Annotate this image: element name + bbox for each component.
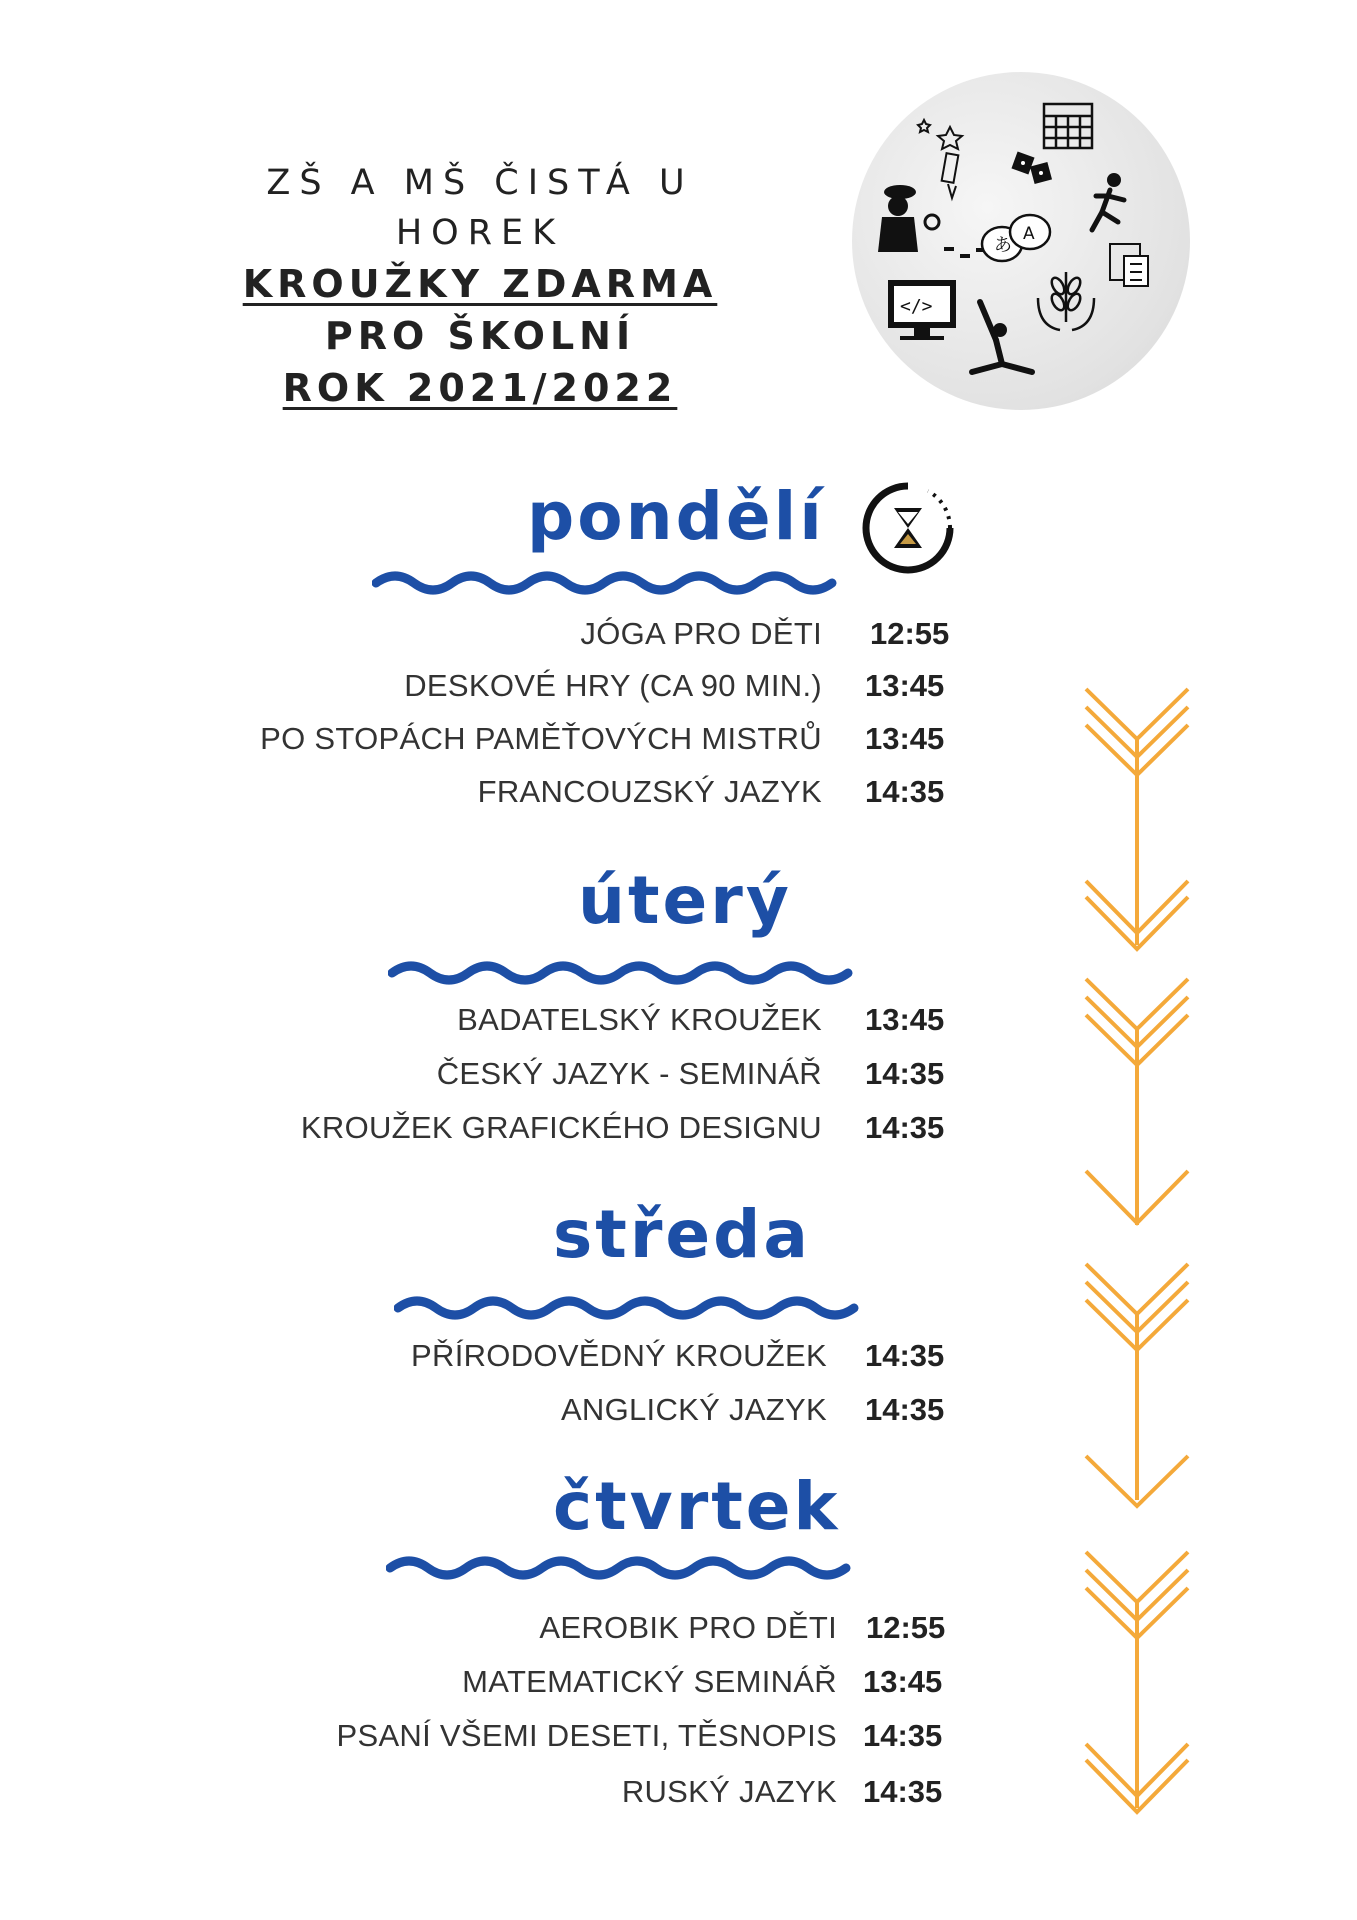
activity-time: 13:45: [863, 1664, 943, 1699]
calculator-icon: [1110, 244, 1148, 286]
activity-time: 14:35: [863, 1774, 943, 1809]
activity-time: 14:35: [865, 1338, 945, 1373]
activity-time: 13:45: [865, 668, 945, 703]
school-name-line1: ZŠ A MŠ ČISTÁ U: [266, 163, 694, 203]
plant-hands-icon: [1038, 272, 1094, 330]
school-name-line2: HOREK: [395, 213, 565, 253]
runner-icon: [1092, 173, 1124, 230]
computer-code-icon: [888, 280, 956, 340]
wave-divider: [372, 565, 844, 597]
page-title: [190, 258, 770, 414]
activity-name: PŘÍRODOVĚDNÝ KROUŽEK: [411, 1338, 827, 1373]
orange-arrow-icon: [1082, 1548, 1192, 1818]
activity-time: 14:35: [865, 1110, 945, 1145]
day-heading-wednesday: středa: [553, 1196, 811, 1273]
yoga-icon: [972, 302, 1032, 372]
svg-text:</>: </>: [900, 296, 933, 317]
wave-divider: [386, 1550, 858, 1582]
translate-icon: [982, 215, 1050, 261]
svg-text:あ: あ: [994, 235, 1012, 256]
activity-time: 14:35: [865, 1392, 945, 1427]
day-heading-thursday: čtvrtek: [553, 1468, 841, 1545]
activity-name: ANGLICKÝ JAZYK: [560, 1392, 827, 1427]
activity-name: BADATELSKÝ KROUŽEK: [457, 1002, 822, 1037]
day-heading-tuesday: úterý: [578, 862, 792, 939]
wave-divider: [394, 1290, 866, 1322]
svg-text:A: A: [1023, 224, 1035, 244]
activities-collage-icon: [852, 72, 1190, 410]
orange-arrow-icon: [1082, 975, 1192, 1235]
activity-name: ČESKÝ JAZYK - SEMINÁŘ: [436, 1056, 822, 1091]
schedule-row: [0, 616, 1357, 660]
activity-name: MATEMATICKÝ SEMINÁŘ: [462, 1664, 837, 1699]
header: [190, 158, 770, 414]
title-line3: ROK 2021/2022: [282, 366, 678, 410]
activity-name: JÓGA PRO DĚTI: [580, 616, 822, 651]
title-line2: PRO ŠKOLNÍ: [324, 314, 636, 358]
activity-name: KROUŽEK GRAFICKÉHO DESIGNU: [300, 1110, 822, 1145]
wave-divider: [388, 955, 860, 987]
day-heading-monday: pondělí: [527, 478, 825, 555]
activity-time: 13:45: [865, 721, 945, 756]
hourglass-clock-icon: [858, 478, 958, 578]
activity-name: RUSKÝ JAZYK: [621, 1774, 837, 1809]
activity-name: AEROBIK PRO DĚTI: [539, 1610, 837, 1645]
activity-time: 14:35: [863, 1718, 943, 1753]
activity-time: 12:55: [870, 616, 950, 651]
activity-name: PO STOPÁCH PAMĚŤOVÝCH MISTRŮ: [260, 721, 822, 756]
school-name: [190, 158, 770, 258]
dice-icon: [1011, 151, 1052, 184]
activity-name: FRANCOUZSKÝ JAZYK: [477, 774, 822, 809]
sparkle-pencil-icon: [918, 120, 962, 198]
activity-time: 12:55: [866, 1610, 946, 1645]
activity-time: 14:35: [865, 774, 945, 809]
activity-time: 13:45: [865, 1002, 945, 1037]
activity-name: DESKOVÉ HRY (CA 90 MIN.): [404, 668, 822, 703]
orange-arrow-icon: [1082, 1260, 1192, 1510]
activity-name: PSANÍ VŠEMI DESETI, TĚSNOPIS: [336, 1718, 837, 1753]
calendar-icon: [1044, 104, 1092, 148]
activity-time: 14:35: [865, 1056, 945, 1091]
detective-icon: [878, 185, 986, 258]
title-line1: KROUŽKY ZDARMA: [242, 262, 718, 306]
orange-arrow-icon: [1082, 685, 1192, 955]
